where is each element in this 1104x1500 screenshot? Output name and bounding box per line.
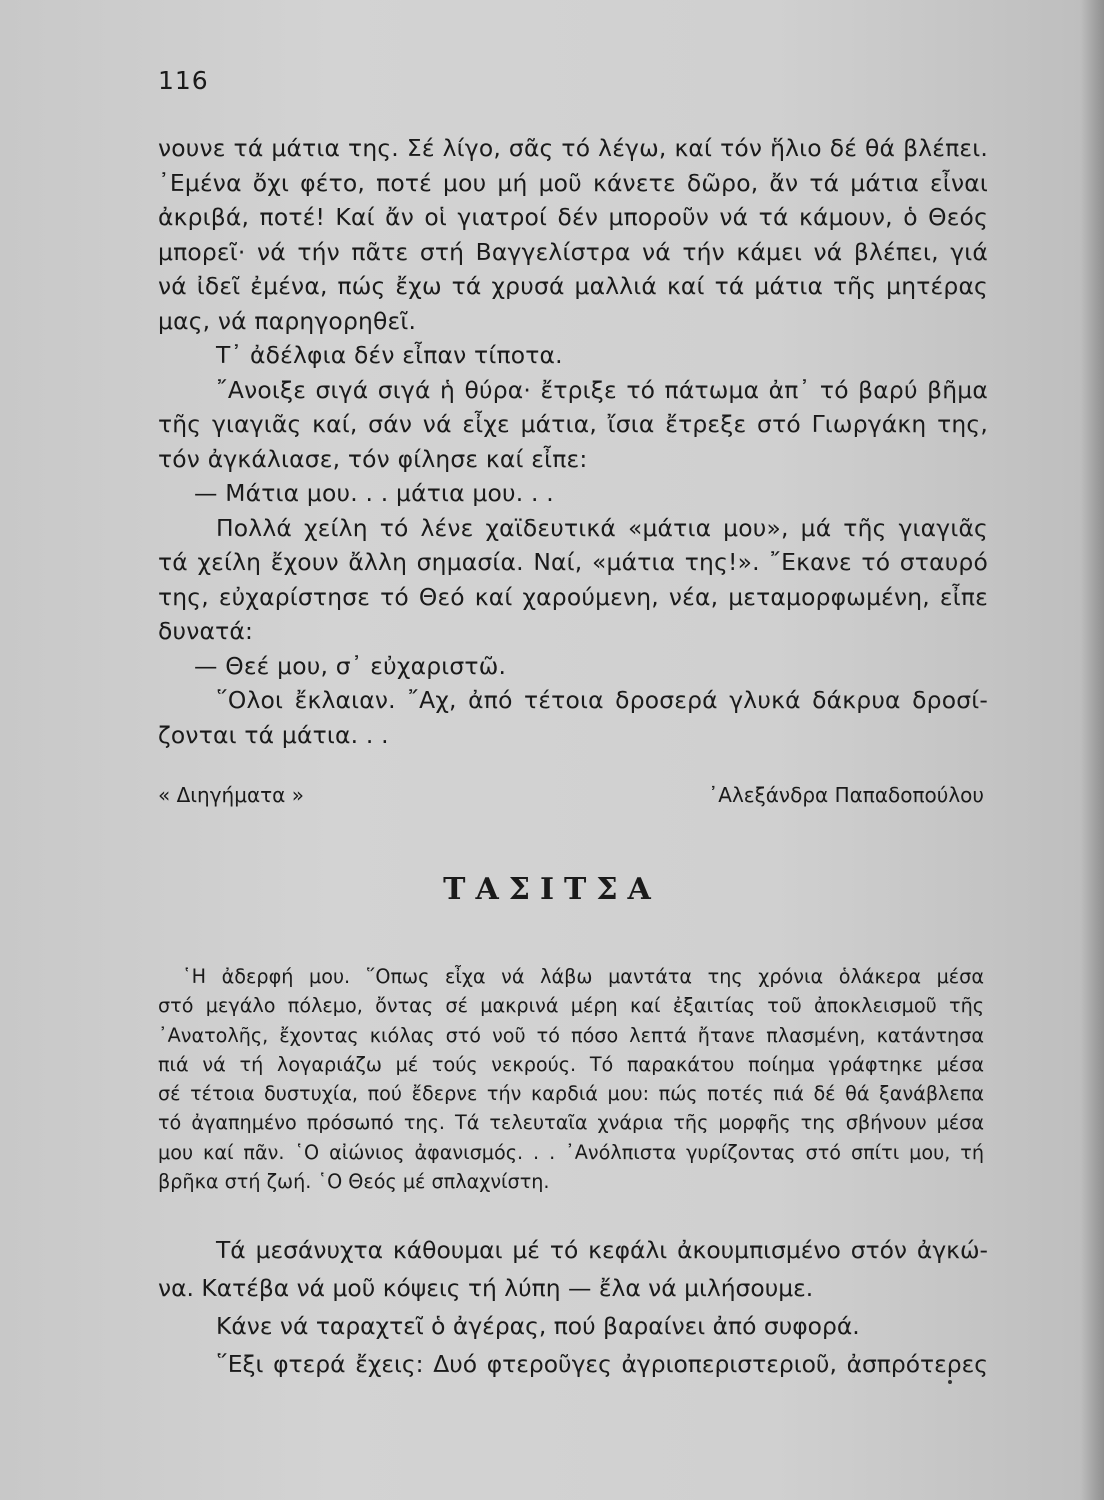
verse-line: ῞Εξι φτερά ἔχεις: Δυό φτεροῦγες ἀγριοπεριστεριοῦ, ἀσπρότερες [216, 1350, 988, 1378]
story-line: νουνε τά μάτια της. Σέ λίγο, σᾶς τό λέγω, καί τόν ἥλιο δέ θά βλέπει. [158, 134, 988, 162]
story-line: Τ᾿ ἀδέλφια δέν εἶπαν τίποτα. [216, 341, 563, 369]
story-source: « Διηγήματα » [158, 783, 304, 807]
story-author: ᾿Αλεξάνδρα Παπαδοπούλου [708, 783, 984, 807]
story-line: ᾿Εμένα ὄχι φέτο, ποτέ μου μή μοῦ κάνετε δῶρο, ἄν τά μάτια εἶναι [158, 168, 988, 197]
verse-line: Κάνε νά ταραχτεῖ ὁ ἀγέρας, πού βαραίνει ἀπό συφορά. [216, 1312, 860, 1340]
story-line: ῞Ολοι ἔκλαιαν. ῎Αχ, ἀπό τέτοια δροσερά γλυκά δάκρυα δροσί- [216, 686, 988, 714]
poem-intro [158, 962, 984, 1196]
intro-line: ᾿Ανατολῆς, ἔχοντας κιόλας στό νοῦ τό πόσο λεπτά ἤτανε πλασμένη, κατάντησα [158, 1023, 984, 1047]
page-edge-shadow [1080, 0, 1104, 1500]
story-line: ζονται τά μάτια. . . [158, 720, 389, 749]
intro-line: τό ἀγαπημένο πρόσωπό της. Τά τελευταῖα χνάρια τῆς μορφῆς της σβήνουν μέσα [158, 1111, 984, 1135]
intro-line: ῾Η ἀδερφή μου. ῞Οπως εἶχα νά λάβω μαντάτα της χρόνια ὁλάκερα μέσα [182, 965, 984, 988]
verse-line: Τά μεσάνυχτα κάθουμαι μέ τό κεφάλι ἀκουμπισμένο στόν ἀγκώ- [216, 1236, 988, 1264]
story-line: μας, νά παρηγορηθεῖ. [158, 306, 417, 335]
story-line: — Μάτια μου. . . μάτια μου. . . [194, 479, 554, 507]
story-signoff [158, 783, 988, 807]
intro-line: βρῆκα στή ζωή. ῾Ο Θεός μέ σπλαχνίστη. [158, 1170, 550, 1194]
story-line: Πολλά χείλη τό λένε χαϊδευτικά «μάτια μου», μά τῆς γιαγιᾶς [216, 513, 988, 542]
story-line: ἀκριβά, ποτέ! Καί ἄν οἱ γιατροί δέν μποροῦν νά τά κάμουν, ὁ Θεός [158, 203, 988, 231]
story-line: τόν ἀγκάλιασε, τόν φίλησε καί εἶπε: [158, 444, 588, 473]
story-line: μπορεῖ· νά τήν πᾶτε στή Βαγγελίστρα νά τήν κάμει νά βλέπει, γιά [158, 237, 988, 266]
story-line: τά χείλη ἔχουν ἄλλη σημασία. Ναί, «μάτια της!». ῎Εκανε τό σταυρό [158, 548, 988, 576]
story-line: νά ἰδεῖ ἐμένα, πώς ἔχω τά χρυσά μαλλιά καί τά μάτια τῆς μητέρας [158, 272, 988, 300]
print-speck [948, 1380, 952, 1384]
intro-line: σέ τέτοια δυστυχία, πού ἔδερνε τήν καρδιά μου: πώς ποτές πιά δέ θά ξανάβλεπα [158, 1082, 984, 1106]
poem-title: ΤΑΣΙΤΣΑ [443, 872, 661, 907]
intro-line: μου καί πᾶν. ῾Ο αἰώνιος ἀφανισμός. . . ᾿Ανόλπιστα γυρίζοντας στό σπίτι μου, τή [158, 1140, 984, 1164]
verse-line: να. Κατέβα νά μοῦ κόψεις τή λύπη — ἔλα νά μιλήσουμε. [158, 1274, 814, 1302]
poem-verses [158, 1231, 988, 1383]
story-line: τῆς γιαγιᾶς καί, σάν νά εἶχε μάτια, ἴσια ἔτρεξε στό Γιωργάκη της, [158, 410, 988, 438]
story-line: ῎Ανοιξε σιγά σιγά ἡ θύρα· ἔτριξε τό πάτωμα ἀπ᾿ τό βαρύ βῆμα [216, 375, 988, 404]
story-line: — Θεέ μου, σ᾿ εὐχαριστῶ. [194, 651, 507, 680]
intro-line: στό μεγάλο πόλεμο, ὄντας σέ μακρινά μέρη καί ἐξαιτίας τοῦ ἀποκλεισμοῦ τῆς [158, 994, 984, 1018]
intro-line: πιά νά τή λογαριάζω μέ τούς νεκρούς. Τό παρακάτου ποίημα γράφτηκε μέσα [158, 1052, 984, 1076]
story-text [158, 131, 988, 752]
story-line: δυνατά: [158, 617, 254, 645]
story-line: της, εὐχαρίστησε τό Θεό καί χαρούμενη, νέα, μεταμορφωμένη, εἶπε [158, 582, 988, 611]
page-number: 116 [158, 66, 209, 95]
